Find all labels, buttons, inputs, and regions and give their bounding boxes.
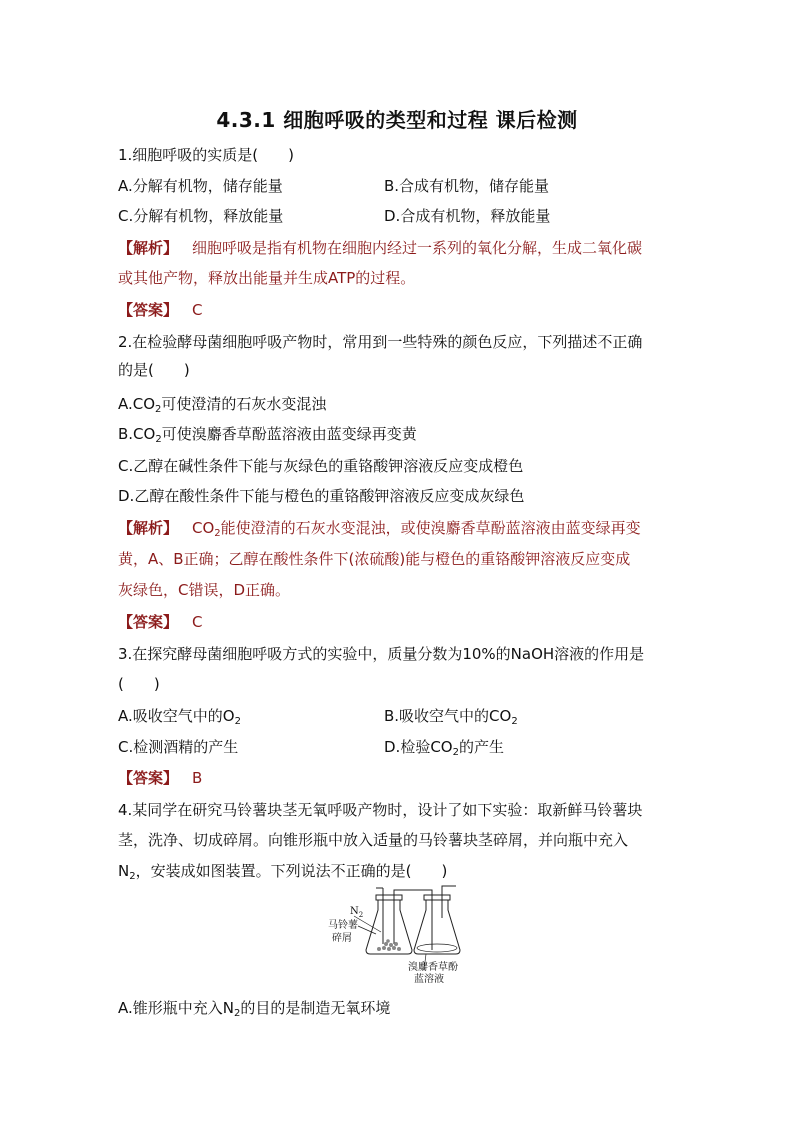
figure-potato-label-1: 马铃薯 <box>328 920 358 931</box>
apparatus-figure <box>326 884 506 984</box>
q2-analysis-tag: 【解析】 <box>118 519 179 537</box>
q2-analysis-line-2: 黄，A、B正确；乙醇在酸性条件下(浓硫酸)能与橙色的重铬酸钾溶液反应变成 <box>118 550 631 568</box>
q2-option-a-post: 可使澄清的石灰水变混浊 <box>161 395 327 413</box>
q4-option-a-pre: A.锥形瓶中充入N <box>118 999 234 1017</box>
q1-answer-value: C <box>192 301 203 319</box>
q2-option-a-sub: 2 <box>155 404 162 415</box>
q3-option-b <box>384 706 518 726</box>
q2-stem-line-2: 的是( ) <box>118 361 190 379</box>
q2-answer-value: C <box>192 613 203 631</box>
q3-option-b-pre: B.吸收空气中的CO <box>384 707 512 725</box>
page-title: 4.3.1 细胞呼吸的类型和过程 课后检测 <box>216 108 578 132</box>
q3-option-a-pre: A.吸收空气中的O <box>118 707 235 725</box>
q2-option-a-pre: A.CO <box>118 395 156 413</box>
q2-option-b-post: 可使溴麝香草酚蓝溶液由蓝变绿再变黄 <box>161 425 417 443</box>
q1-analysis-line-2: 或其他产物，释放出能量并生成ATP的过程。 <box>118 269 416 287</box>
q2-option-b <box>118 424 417 444</box>
q3-option-d <box>384 737 504 757</box>
q1-answer-tag: 【答案】 <box>118 301 179 319</box>
q1-analysis-text-1: 细胞呼吸是指有机物在细胞内经过一系列的氧化分解，生成二氧化碳 <box>192 239 643 257</box>
q1-option-b: B.合成有机物，储存能量 <box>384 177 550 195</box>
q2-analysis-post: 能使澄清的石灰水变混浊，或使溴麝香草酚蓝溶液由蓝变绿再变 <box>220 519 641 537</box>
q4-stem-line-1: 4.某同学在研究马铃薯块茎无氧呼吸产物时，设计了如下实验：取新鲜马铃薯块 <box>118 801 643 819</box>
q3-answer-tag: 【答案】 <box>118 769 179 787</box>
q2-option-a <box>118 394 326 414</box>
q3-answer <box>118 768 202 788</box>
q2-option-b-sub: 2 <box>155 434 162 445</box>
figure-n2-label: $N_2$ <box>350 906 364 919</box>
q4-stem-line-3 <box>118 861 447 881</box>
q2-analysis-sub: 2 <box>214 528 221 539</box>
q4-option-a-post: 的目的是制造无氧环境 <box>240 999 391 1017</box>
q1-option-a: A.分解有机物，储存能量 <box>118 177 283 195</box>
q3-option-d-sub: 2 <box>452 747 459 758</box>
q3-option-d-pre: D.检验CO <box>384 738 453 756</box>
q4-option-a-sub: 2 <box>234 1008 241 1019</box>
q3-option-d-post: 的产生 <box>458 738 504 756</box>
q2-option-c: C.乙醇在碱性条件下能与灰绿色的重铬酸钾溶液反应变成橙色 <box>118 457 524 475</box>
q4-stem-3-sub: 2 <box>129 871 136 882</box>
q1-analysis-line-1 <box>118 238 642 258</box>
q4-stem-3-post: ，安装成如图装置。下列说法不正确的是( ) <box>135 862 448 880</box>
q2-stem-line-1: 2.在检验酵母菌细胞呼吸产物时，常用到一些特殊的颜色反应，下列描述不正确 <box>118 333 643 351</box>
q2-analysis-pre: CO <box>192 519 215 537</box>
q3-option-c: C.检测酒精的产生 <box>118 738 239 756</box>
q2-option-b-pre: B.CO <box>118 425 156 443</box>
q1-option-d: D.合成有机物，释放能量 <box>384 207 551 225</box>
q2-analysis-line-3: 灰绿色，C错误，D正确。 <box>118 581 291 599</box>
q4-option-a <box>118 998 390 1018</box>
q1-answer <box>118 300 203 320</box>
q2-analysis-line-1 <box>118 518 641 538</box>
figure-potato-label-2: 碎屑 <box>332 933 352 944</box>
q2-option-d: D.乙醇在酸性条件下能与橙色的重铬酸钾溶液反应变成灰绿色 <box>118 487 525 505</box>
q3-option-a-sub: 2 <box>234 716 241 727</box>
q1-stem: 1.细胞呼吸的实质是( ) <box>118 146 295 164</box>
q2-answer <box>118 612 203 632</box>
figure-solution-label-2: 蓝溶液 <box>414 974 444 984</box>
q4-stem-3-pre: N <box>118 862 130 880</box>
q3-stem-line-1: 3.在探究酵母菌细胞呼吸方式的实验中，质量分数为10%的NaOH溶液的作用是 <box>118 645 645 663</box>
q3-option-a <box>118 706 241 726</box>
q3-stem-line-2: ( ) <box>118 675 160 693</box>
q4-stem-line-2: 茎，洗净、切成碎屑。向锥形瓶中放入适量的马铃薯块茎碎屑，并向瓶中充入 <box>118 831 629 849</box>
figure-solution-label-1: 溴麝香草酚 <box>408 962 458 973</box>
q3-option-b-sub: 2 <box>511 716 518 727</box>
q1-analysis-tag: 【解析】 <box>118 239 179 257</box>
q1-option-c: C.分解有机物，释放能量 <box>118 207 284 225</box>
q3-answer-value: B <box>192 769 203 787</box>
q2-answer-tag: 【答案】 <box>118 613 179 631</box>
